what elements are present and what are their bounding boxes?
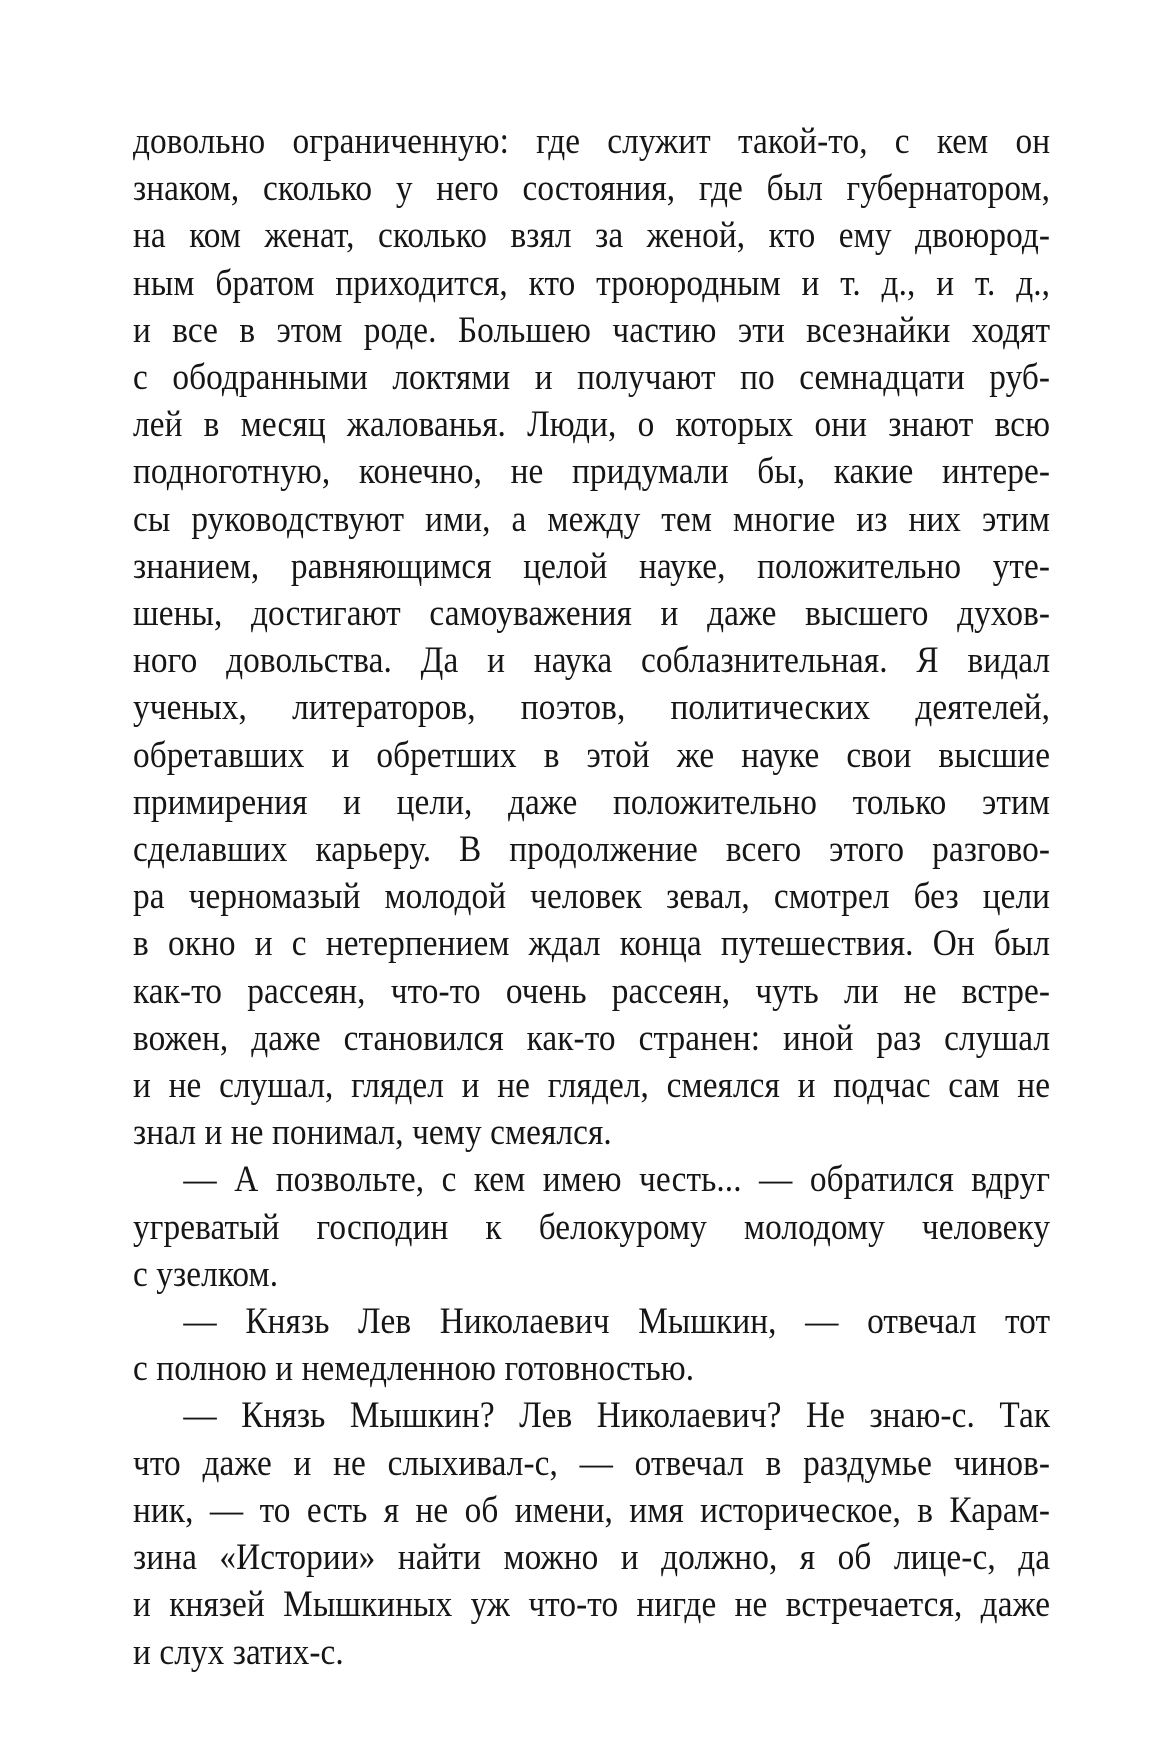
text-line: и слух затих-с. bbox=[133, 1631, 344, 1673]
text-line: как-то рассеян, что-то очень рассеян, чуть ли не встре- bbox=[133, 970, 1051, 1012]
text-line: с узелком. bbox=[133, 1253, 279, 1295]
text-line: шены, достигают самоуважения и даже высшего духов- bbox=[133, 593, 1051, 635]
text-line: — А позвольте, с кем имею честь... — обратился вдруг bbox=[183, 1159, 1051, 1201]
text-line: с полною и немедленною готовностью. bbox=[133, 1348, 695, 1390]
text-line: ученых, литераторов, поэтов, политических деятелей, bbox=[133, 687, 1051, 729]
text-line: сделавших карьеру. В продолжение всего этого разгово- bbox=[133, 829, 1051, 871]
text-line: знал и не понимал, чему смеялся. bbox=[133, 1112, 612, 1154]
text-line: с ободранными локтями и получают по семнадцати руб- bbox=[133, 357, 1051, 399]
body-text-block bbox=[133, 118, 1050, 1676]
text-line: зина «Истории» найти можно и должно, я об лице-с, да bbox=[133, 1537, 1051, 1579]
text-line: примирения и цели, даже положительно только этим bbox=[133, 781, 1051, 823]
text-line: ным братом приходится, кто троюродным и т. д., и т. д., bbox=[133, 262, 1051, 304]
text-line: — Князь Лев Николаевич Мышкин, — отвечал тот bbox=[183, 1301, 1051, 1343]
text-line: угреватый господин к белокурому молодому человеку bbox=[133, 1206, 1051, 1248]
text-line: и все в этом роде. Большею частию эти всезнайки ходят bbox=[133, 309, 1051, 351]
text-line: ного довольства. Да и наука соблазнительная. Я видал bbox=[133, 640, 1051, 682]
text-line: — Князь Мышкин? Лев Николаевич? Не знаю-с. Так bbox=[183, 1395, 1051, 1437]
text-line: знанием, равняющимся целой науке, положительно уте- bbox=[133, 545, 1051, 587]
text-line: довольно ограниченную: где служит такой-то, с кем он bbox=[133, 121, 1051, 162]
text-line: ра черномазый молодой человек зевал, смотрел без цели bbox=[133, 876, 1051, 918]
text-line: ник, — то есть я не об имени, имя историческое, в Карам- bbox=[133, 1489, 1051, 1531]
text-line: знаком, сколько у него состояния, где был губернатором, bbox=[133, 168, 1051, 210]
text-line: вожен, даже становился как-то странен: иной раз слушал bbox=[133, 1017, 1051, 1059]
text-line: подноготную, конечно, не придумали бы, какие интере- bbox=[133, 451, 1051, 493]
text-line: что даже и не слыхивал-с, — отвечал в раздумье чинов- bbox=[133, 1442, 1051, 1484]
text-line: сы руководствуют ими, а между тем многие из них этим bbox=[133, 498, 1051, 540]
text-line: обретавших и обретших в этой же науке свои высшие bbox=[133, 734, 1051, 776]
text-line: в окно и с нетерпением ждал конца путешествия. Он был bbox=[133, 923, 1051, 965]
text-line: лей в месяц жалованья. Люди, о которых они знают всю bbox=[133, 404, 1051, 446]
text-line: и князей Мышкиных уж что-то нигде не встречается, даже bbox=[133, 1584, 1051, 1626]
text-line: на ком женат, сколько взял за женой, кто ему двоюрод- bbox=[133, 215, 1051, 257]
text-line: и не слушал, глядел и не глядел, смеялся и подчас сам не bbox=[133, 1065, 1051, 1107]
